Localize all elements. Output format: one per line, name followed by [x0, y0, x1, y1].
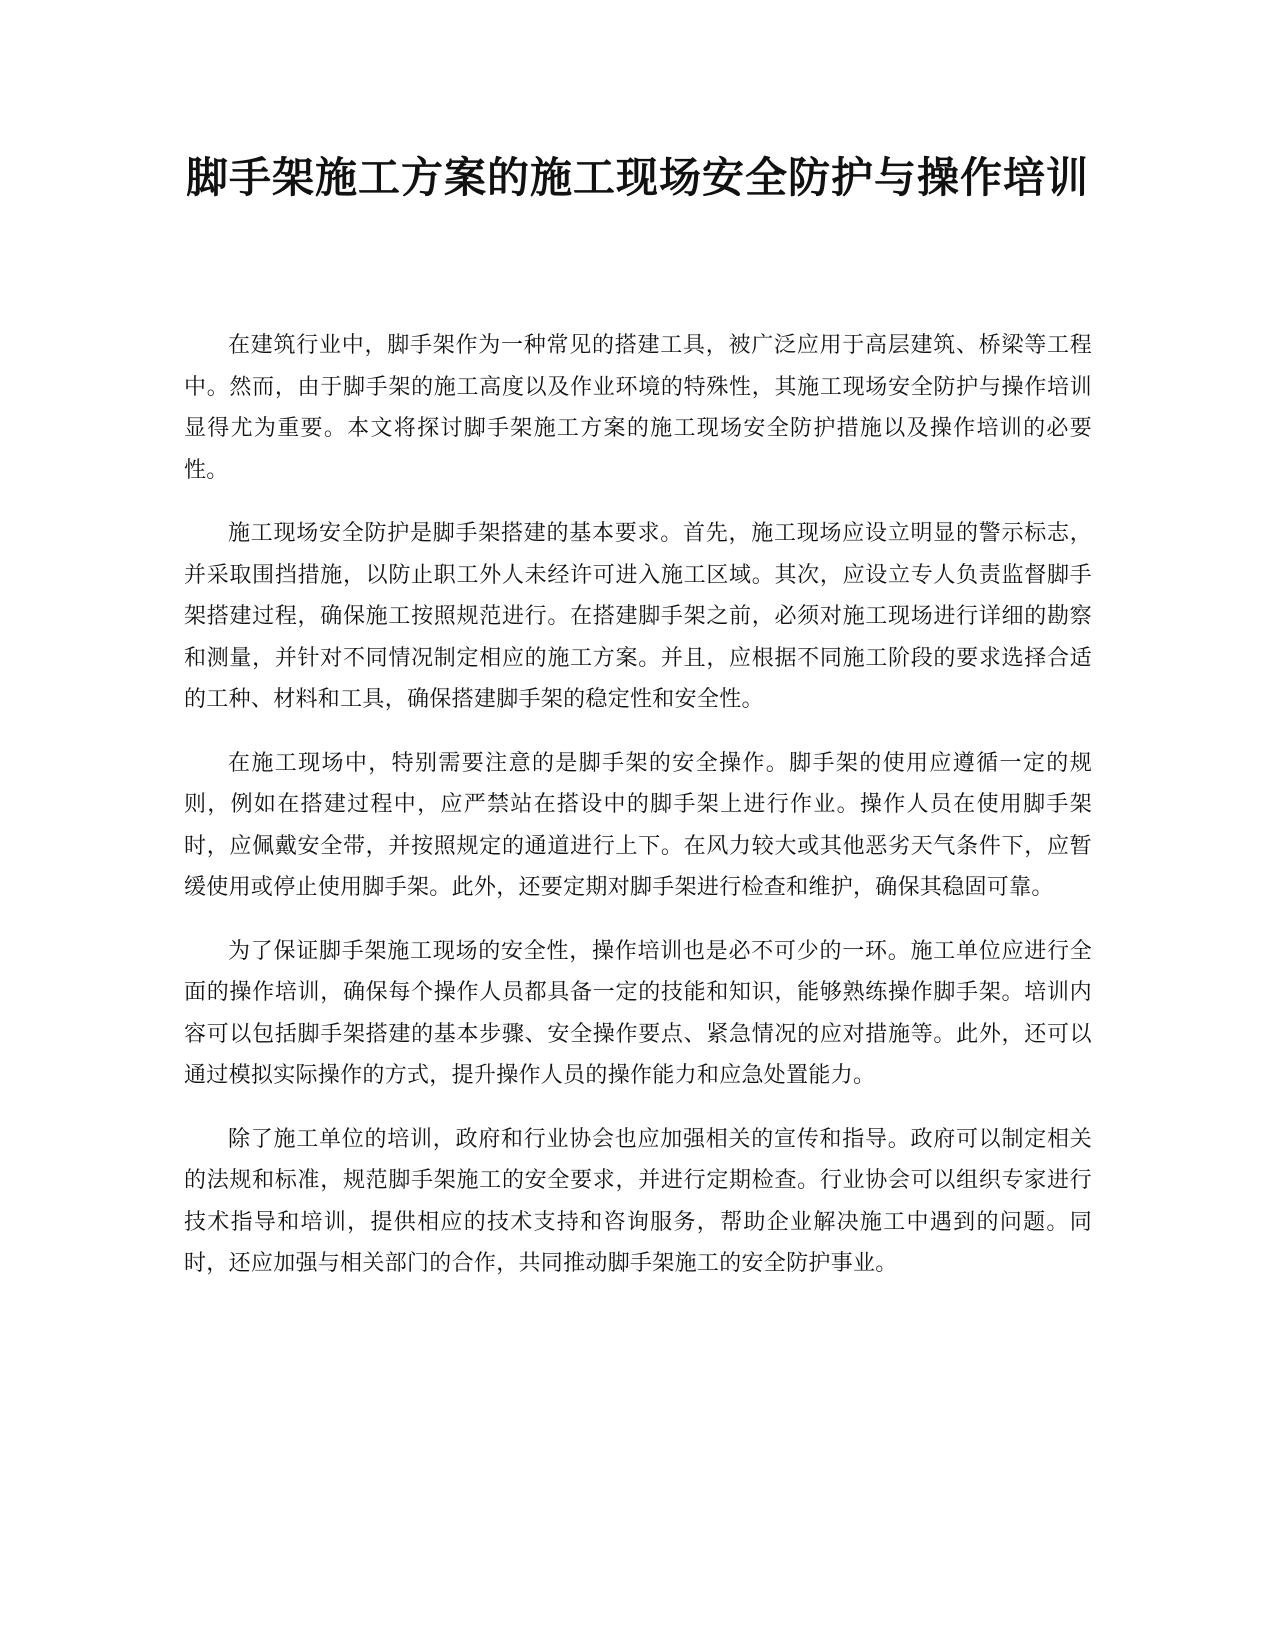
document-body — [184, 325, 1092, 1307]
paragraph-safe-operation: 在施工现场中，特别需要注意的是脚手架的安全操作。脚手架的使用应遵循一定的规则，例如在搭建过程中，应严禁站在搭设中的脚手架上进行作业。操作人员在使用脚手架时，应佩戴安全带，并按照规定的通道进行上下。在风力较大或其他恶劣天气条件下，应暂缓使用或停止使用脚手架。此外，还要定期对脚手架进行检查和维护，确保其稳固可靠。 — [184, 750, 1092, 900]
paragraph-government-guidance: 除了施工单位的培训，政府和行业协会也应加强相关的宣传和指导。政府可以制定相关的法规和标准，规范脚手架施工的安全要求，并进行定期检查。行业协会可以组织专家进行技术指导和培训，提供相应的技术支持和咨询服务，帮助企业解决施工中遇到的问题。同时，还应加强与相关部门的合作，共同推动脚手架施工的安全防护事业。 — [184, 1126, 1092, 1276]
document-title: 脚手架施工方案的施工现场安全防护与操作培训 — [185, 153, 1089, 202]
paragraph-site-protection: 施工现场安全防护是脚手架搭建的基本要求。首先，施工现场应设立明显的警示标志，并采取围挡措施，以防止职工外人未经许可进入施工区域。其次，应设立专人负责监督脚手架搭建过程，确保施工按照规范进行。在搭建脚手架之前，必须对施工现场进行详细的勘察和测量，并针对不同情况制定相应的施工方案。并且，应根据不同施工阶段的要求选择合适的工种、材料和工具，确保搭建脚手架的稳定性和安全性。 — [184, 521, 1092, 712]
paragraph-operation-training: 为了保证脚手架施工现场的安全性，操作培训也是必不可少的一环。施工单位应进行全面的操作培训，确保每个操作人员都具备一定的技能和知识，能够熟练操作脚手架。培训内容可以包括脚手架搭建的基本步骤、安全操作要点、紧急情况的应对措施等。此外，还可以通过模拟实际操作的方式，提升操作人员的操作能力和应急处置能力。 — [184, 938, 1092, 1088]
paragraph-intro: 在建筑行业中，脚手架作为一种常见的搭建工具，被广泛应用于高层建筑、桥梁等工程中。然而，由于脚手架的施工高度以及作业环境的特殊性，其施工现场安全防护与操作培训显得尤为重要。本文将探讨脚手架施工方案的施工现场安全防护措施以及操作培训的必要性。 — [184, 333, 1092, 483]
